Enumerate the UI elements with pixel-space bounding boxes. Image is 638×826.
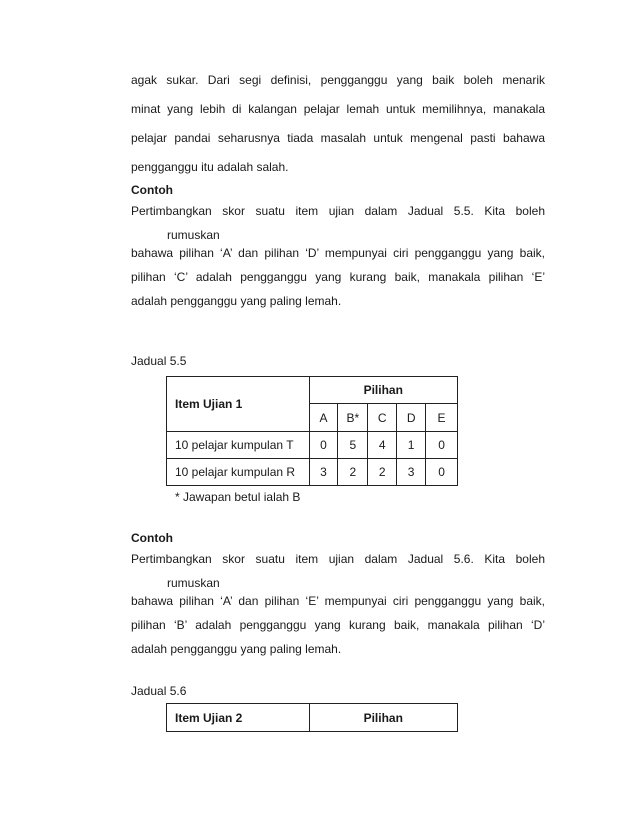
cell: 3 [397,459,426,486]
option-header: E [426,404,458,432]
item-header: Item Ujian 1 [167,377,310,432]
example-heading: Contoh [131,183,173,197]
cell: 5 [338,432,368,459]
cell: 4 [368,432,397,459]
option-header: B* [338,404,368,432]
cell: 2 [368,459,397,486]
example-line: pilihan ‘B’ adalah pengganggu yang kurang baik, manakala pilihan ‘D’ [131,618,545,632]
row-label: 10 pelajar kumpulan T [167,432,310,459]
example-line: Pertimbangkan skor suatu item ujian dalam Jadual 5.6. Kita boleh [131,552,545,566]
paragraph-line: minat yang lebih di kalangan pelajar lemah untuk memilihnya, manakala [131,102,545,116]
table-row [167,459,458,486]
option-header: C [368,404,397,432]
table-caption: Jadual 5.6 [131,684,187,698]
cell: 2 [338,459,368,486]
example-line: bahawa pilihan ‘A’ dan pilihan ‘D’ mempunyai ciri pengganggu yang baik, [131,246,545,260]
table-5-5 [166,376,458,486]
table-caption: Jadual 5.5 [131,354,187,368]
example-line: bahawa pilihan ‘A’ dan pilihan ‘E’ mempunyai ciri pengganggu yang baik, [131,594,545,608]
pilihan-header: Pilihan [309,377,457,404]
example-line: Pertimbangkan skor suatu item ujian dalam Jadual 5.5. Kita boleh [131,204,545,218]
cell: 0 [426,459,458,486]
paragraph-line: pelajar pandai seharusnya tiada masalah untuk mengenal pasti bahawa [131,131,545,145]
table-5-6 [166,703,458,732]
paragraph-line: pengganggu itu adalah salah. [131,160,289,174]
cell: 0 [426,432,458,459]
example-line: rumuskan [167,576,220,590]
cell: 0 [309,432,338,459]
row-label: 10 pelajar kumpulan R [167,459,310,486]
option-header: D [397,404,426,432]
item-header: Item Ujian 2 [167,704,310,732]
example-line: rumuskan [167,228,220,242]
paragraph-line: agak sukar. Dari segi definisi, pengganggu yang baik boleh menarik [131,73,545,87]
table-footnote: * Jawapan betul ialah B [175,490,301,504]
cell: 1 [397,432,426,459]
example-line: adalah pengganggu yang paling lemah. [131,642,342,656]
example-line: adalah pengganggu yang paling lemah. [131,294,342,308]
option-header: A [309,404,338,432]
example-heading: Contoh [131,531,173,545]
table-row [167,432,458,459]
example-line: pilihan ‘C’ adalah pengganggu yang kurang baik, manakala pilihan ‘E’ [131,270,545,284]
pilihan-header: Pilihan [309,704,458,732]
cell: 3 [309,459,338,486]
